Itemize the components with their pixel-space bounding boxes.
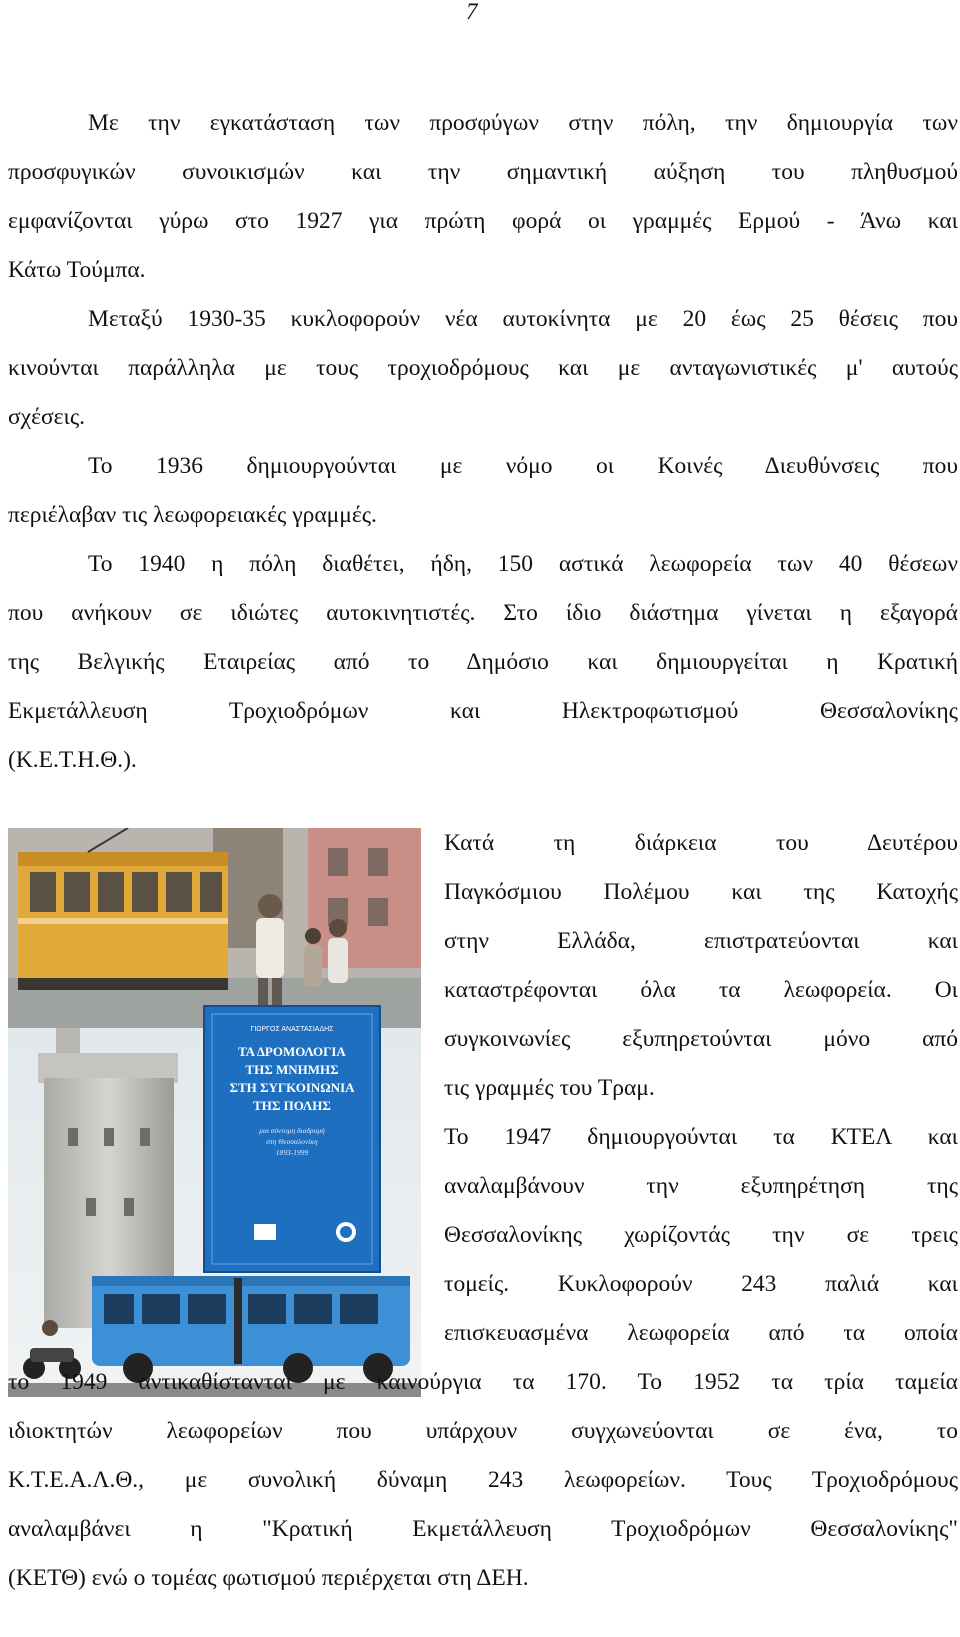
- paragraph-1-line-4: Κάτω Τούμπα.: [8, 257, 146, 283]
- paragraph-5-line-3: στην Ελλάδα, επιστρατεύονται και: [444, 928, 958, 954]
- book-cover: [204, 1006, 380, 1272]
- paragraph-4-line-1: Το 1940 η πόλη διαθέτει, ήδη, 150 αστικά λεωφορεία των 40 θέσεων: [88, 551, 958, 577]
- paragraph-2-line-2: κινούνται παράλληλα με τους τροχιοδρόμους και με ανταγωνιστικές μ' αυτούς: [8, 355, 958, 381]
- paragraph-1-line-1: Με την εγκατάσταση των προσφύγων στην πόλη, την δημιουργία των: [88, 110, 958, 136]
- paragraph-5-line-6: τις γραμμές του Τραμ.: [444, 1075, 655, 1101]
- book-title-line-1: ΤΑ ΔΡΟΜΟΛΟΓΙΑ: [238, 1044, 346, 1059]
- paragraph-6-line-10: (ΚΕΤΘ) ενώ ο τομέας φωτισμού περιέρχεται στη ΔΕΗ.: [8, 1565, 529, 1591]
- book-subtitle-line-2: στη Θεσσαλονίκη: [266, 1137, 318, 1146]
- paragraph-4-line-2: που ανήκουν σε ιδιώτες αυτοκινητιστές. Στο ίδιο διάστημα γίνεται η εξαγορά: [8, 600, 958, 626]
- paragraph-5-line-1: Κατά τη διάρκεια του Δευτέρου: [444, 830, 958, 856]
- paragraph-5-line-5: συγκοινωνίες εξυπηρετούνται μόνο από: [444, 1026, 958, 1052]
- paragraph-6-line-7: ιδιοκτητών λεωφορείων που υπάρχουν συγχωνεύονται σε ένα, το: [8, 1418, 958, 1444]
- paragraph-3-line-2: περιέλαβαν τις λεωφορειακές γραμμές.: [8, 502, 377, 528]
- book-author: ΓΙΩΡΓΟΣ ΑΝΑΣΤΑΣΙΑΔΗΣ: [250, 1026, 334, 1033]
- paragraph-6-line-9: αναλαμβάνει η "Κρατική Εκμετάλλευση Τροχιοδρόμων Θεσσαλονίκης": [8, 1516, 958, 1542]
- paragraph-6-line-6: το 1949 αντικαθίστανται με καινούργια τα 170. Το 1952 τα τρία ταμεία: [8, 1369, 958, 1395]
- paragraph-5-line-4: καταστρέφονται όλα τα λεωφορεία. Οι: [444, 977, 958, 1003]
- book-title-line-2: ΤΗΣ ΜΝΗΜΗΣ: [245, 1062, 339, 1077]
- paragraph-2-line-1: Μεταξύ 1930-35 κυκλοφορούν νέα αυτοκίνητα με 20 έως 25 θέσεις που: [88, 306, 958, 332]
- historical-photo-collage: [8, 828, 421, 1397]
- paragraph-6-line-4: τομείς. Κυκλοφορούν 243 παλιά και: [444, 1271, 958, 1297]
- book-subtitle-line-1: μια σύντομη διαδρομή: [259, 1126, 325, 1135]
- paragraph-4-line-5: (Κ.Ε.Τ.Η.Θ.).: [8, 747, 137, 773]
- paragraph-2-line-3: σχέσεις.: [8, 404, 86, 430]
- paragraph-6-line-2: αναλαμβάνουν την εξυπηρέτηση της: [444, 1173, 958, 1199]
- paragraph-6-line-5: επισκευασμένα λεωφορεία από τα οποία: [444, 1320, 958, 1346]
- page-number: 7: [466, 0, 478, 24]
- paragraph-5-line-2: Παγκόσμιου Πολέμου και της Κατοχής: [444, 879, 958, 905]
- paragraph-6-line-1: Το 1947 δημιουργούνται τα ΚΤΕΛ και: [444, 1124, 958, 1150]
- paragraph-3-line-1: Το 1936 δημιουργούνται με νόμο οι Κοινές Διευθύνσεις που: [88, 453, 958, 479]
- book-subtitle-line-3: 1893-1999: [275, 1148, 309, 1157]
- publisher-logo: [254, 1224, 276, 1240]
- paragraph-6-line-3: Θεσσαλονίκης χωρίζοντάς την σε τρεις: [444, 1222, 958, 1248]
- book-title-line-3: ΣΤΗ ΣΥΓΚΟΙΝΩΝΙΑ: [229, 1080, 355, 1095]
- book-title-line-4: ΤΗΣ ΠΟΛΗΣ: [253, 1098, 331, 1113]
- paragraph-6-line-8: Κ.Τ.Ε.Α.Λ.Θ., με συνολική δύναμη 243 λεωφορείων. Τους Τροχιοδρόμους: [8, 1467, 958, 1493]
- paragraph-4-line-4: Εκμετάλλευση Τροχιοδρόμων και Ηλεκτροφωτισμού Θεσσαλονίκης: [8, 698, 958, 724]
- paragraph-1-line-3: εμφανίζονται γύρω στο 1927 για πρώτη φορά οι γραμμές Ερμού - Άνω και: [8, 208, 958, 234]
- paragraph-4-line-3: της Βελγικής Εταιρείας από το Δημόσιο και δημιουργείται η Κρατική: [8, 649, 958, 675]
- tram-photo: [18, 828, 228, 990]
- paragraph-1-line-2: προσφυγικών συνοικισμών και την σημαντική αύξηση του πληθυσμού: [8, 159, 958, 185]
